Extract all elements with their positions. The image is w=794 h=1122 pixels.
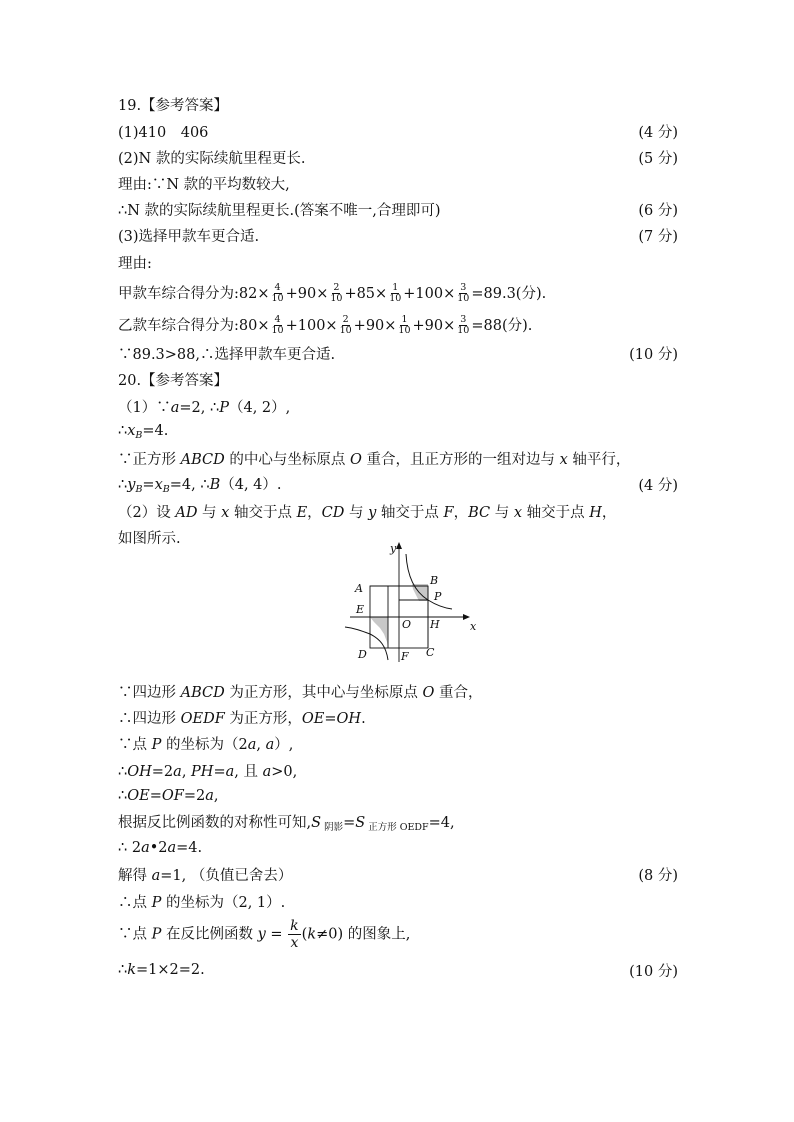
shaded-square-lower <box>370 617 388 648</box>
q20-line5: （2）设 AD 与 x 轴交于点 E，CD 与 y 轴交于点 F，BC 与 x 轴交于点 H， <box>118 504 617 521</box>
score-label: (10 分) <box>629 346 678 363</box>
q20-line15: ∴点 P 的坐标为（2, 1）. <box>118 894 286 911</box>
fraction: $\frac{2}{10}$ <box>330 282 343 305</box>
score-label: (6 分) <box>638 202 678 219</box>
q20-line9: ∵点 P 的坐标为（2a, a）, <box>118 736 294 753</box>
q20-line8: ∴四边形 OEDF 为正方形，OE=OH. <box>118 710 366 727</box>
q20-line2: $\therefore x_B=4$. <box>118 423 169 441</box>
q20-line11: ∴OE=OF=2a, <box>118 788 219 804</box>
y-axis-arrow <box>396 542 402 549</box>
fraction: $\frac{4}{10}$ <box>271 282 284 305</box>
fraction: $\frac{4}{10}$ <box>271 314 284 337</box>
score-label: (7 分) <box>638 228 678 245</box>
fraction: $\frac{1}{10}$ <box>389 282 402 305</box>
score-label: (4 分) <box>638 477 678 494</box>
label-x: x <box>470 620 477 633</box>
q19-jia-score: 甲款车综合得分为:82× $\frac{4}{10}$ +90× $\frac{2}{10}$ +85× $\frac{1}{10}$ +100× $\frac{3}{10}$ =89.3(分). <box>118 282 547 305</box>
q19-reason2: 理由: <box>118 255 152 272</box>
q19-final: ∵89.3>88,∴选择甲款车更合适. (10 分) <box>118 340 678 366</box>
score-label: (4 分) <box>638 124 678 141</box>
fraction: $\frac{k}{x}$ <box>290 917 299 951</box>
q20-line3: ∵正方形 ABCD 的中心与坐标原点 O 重合，且正方形的一组对边与 x 轴平行， <box>118 451 631 468</box>
coordinate-figure <box>340 542 480 664</box>
label-f: F <box>401 650 409 663</box>
fraction: $\frac{2}{10}$ <box>339 314 352 337</box>
label-c: C <box>426 646 435 659</box>
q19-title: 19.【参考答案】 <box>118 97 229 114</box>
q19-reason1: 理由:∵N 款的平均数较大, <box>118 176 290 193</box>
label-e: E <box>356 603 365 616</box>
q20-line10: ∴OH=2a, PH=a, 且 a>0, <box>118 763 298 780</box>
q19-part1: (1)410 406 (4 分) <box>118 118 678 144</box>
q20-line17: ∴k=1×2=2. (10 分) <box>118 957 678 983</box>
q20-line12: 根据反比例函数的对称性可知,S $_{阴影}$=S $_{正方形 OEDF}$=4, <box>118 815 455 833</box>
q20-line6: 如图所示. <box>118 530 181 547</box>
q20-line7: ∵四边形 ABCD 为正方形，其中心与坐标原点 O 重合， <box>118 684 483 701</box>
q19-part2: (2)N 款的实际续航里程更长. (5 分) <box>118 144 678 170</box>
label-o: O <box>402 618 412 631</box>
label-a: A <box>355 582 363 595</box>
x-axis-arrow <box>463 614 470 620</box>
q19-yi-score: 乙款车综合得分为:80× $\frac{4}{10}$ +100× $\frac{2}{10}$ +90× $\frac{1}{10}$ +90× $\frac{3}{10}$ =88(分). <box>118 314 533 337</box>
label-p: P <box>434 590 442 603</box>
score-label: (5 分) <box>638 150 678 167</box>
q20-title: 20.【参考答案】 <box>118 372 229 389</box>
q20-line16: ∵点 P 在反比例函数 y = $\frac{k}{x}$ (k≠0) 的图象上, <box>118 917 411 951</box>
label-b: B <box>430 574 439 587</box>
label-d: D <box>358 648 367 661</box>
score-label: (10 分) <box>629 963 678 980</box>
q19-part3: (3)选择甲款车更合适. (7 分) <box>118 222 678 248</box>
score-label: (8 分) <box>638 867 678 884</box>
q20-line14: 解得 a=1, （负值已舍去） (8 分) <box>118 861 678 887</box>
fraction: $\frac{3}{10}$ <box>457 314 470 337</box>
label-y: y <box>390 542 397 555</box>
fraction: $\frac{1}{10}$ <box>398 314 411 337</box>
fraction: $\frac{3}{10}$ <box>457 282 470 305</box>
label-h: H <box>430 618 440 631</box>
q20-line4: $\therefore y_B=x_B=4$, ∴B（4, 4）. (4 分) <box>118 471 678 497</box>
q20-line13: ∴ 2a•2a=4. <box>118 840 203 856</box>
q20-line1: （1）∵a=2, ∴P（4, 2）, <box>118 399 291 416</box>
q19-conclusion1: ∴N 款的实际续航里程更长.(答案不唯一,合理即可) (6 分) <box>118 196 678 222</box>
